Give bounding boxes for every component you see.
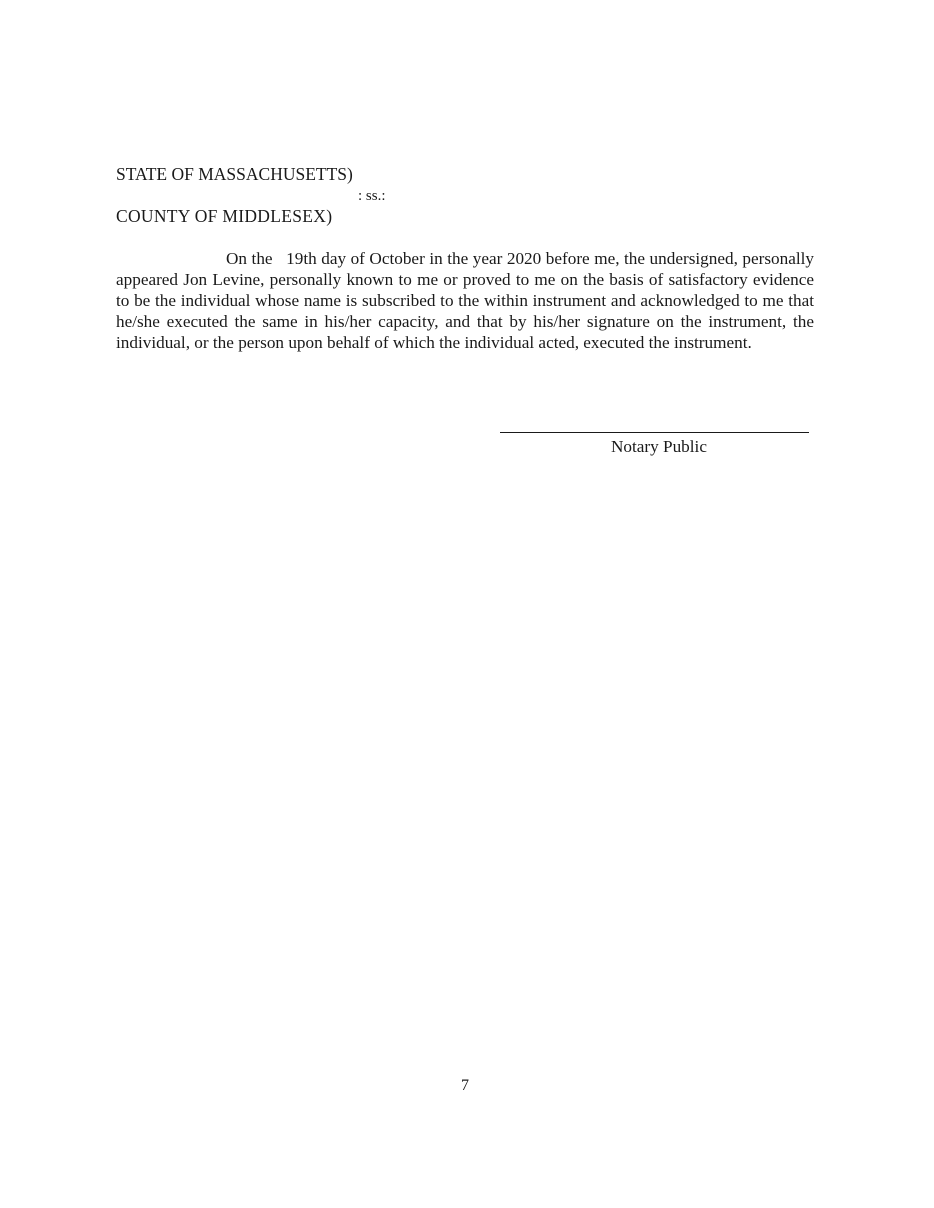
venue-county-line: COUNTY OF MIDDLESEX) [116,206,333,226]
venue-state-line: STATE OF MASSACHUSETTS) [116,164,353,184]
signature-line [500,432,809,433]
signature-caption: Notary Public [611,437,707,456]
venue-ss-marker: : ss.: [358,188,386,204]
acknowledgment-paragraph: On the 19th day of October in the year 2020 before me, the undersigned, personally appeared Jon Levine, personally known to me or proved to me on the basis of satisfactory evidence to be the individual whose name is subscribed to the within instrument and acknowledged to me that he/she executed the same in his/her capacity, and that by his/her signature on the instrument, the individual, or the person upon behalf of which the individual acted, executed the instrument. [116,249,819,352]
page-number: 7 [461,1077,469,1094]
